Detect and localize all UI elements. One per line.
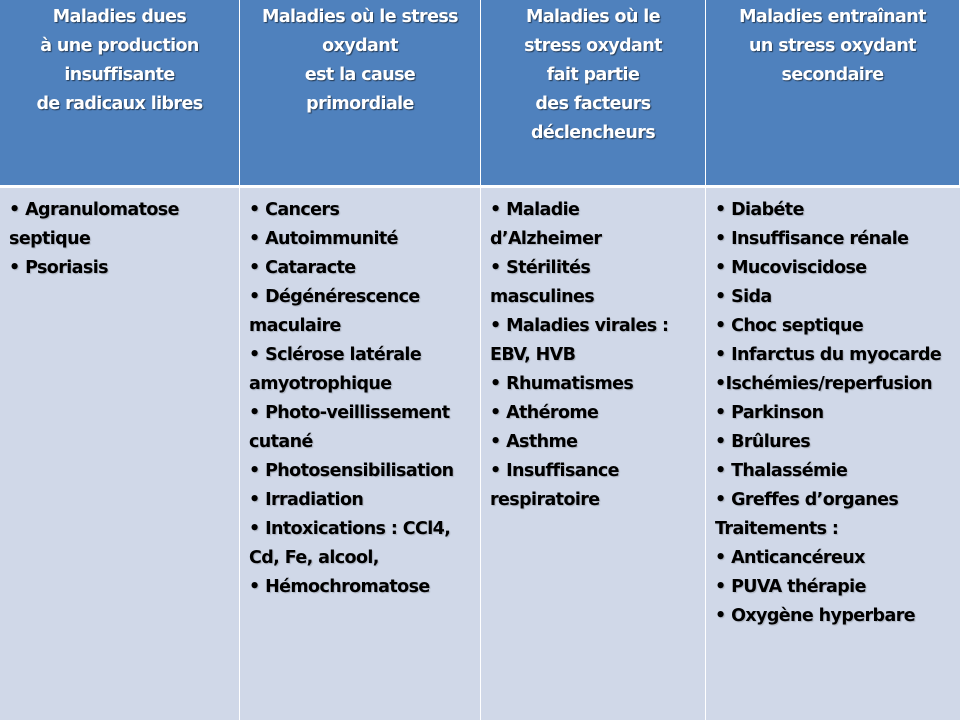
list-item: • Autoimmunité <box>249 229 398 249</box>
list-item: • PUVA thérapie <box>715 577 866 597</box>
header-triggering-factor: Maladies où le stress oxydant fait partie des facteurs déclencheurs <box>481 0 706 188</box>
list-item: • Greffes d’organes <box>715 490 899 510</box>
list-item: • Insuffisance rénale <box>715 229 909 249</box>
list-item: • Hémochromatose <box>249 577 430 597</box>
list-item: • Psoriasis <box>9 258 108 278</box>
list-item: • Irradiation <box>249 490 364 510</box>
list-item: • Maladie d’Alzheimer <box>490 200 602 249</box>
list-item: • Sida <box>715 287 772 307</box>
list-item: • Parkinson <box>715 403 824 423</box>
list-item: • Stérilités masculines <box>490 258 595 307</box>
list-item: • Brûlures <box>715 432 811 452</box>
list-item: • Sclérose latérale amyotrophique <box>249 345 422 394</box>
disease-list <box>249 196 480 602</box>
list-item: • Photo-veillissement cutané <box>249 403 450 452</box>
list-item: • Mucoviscidose <box>715 258 867 278</box>
header-primary-cause: Maladies où le stress oxydant est la cause primordiale <box>240 0 481 188</box>
list-item: • Cataracte <box>249 258 356 278</box>
column-primary-cause <box>240 188 481 720</box>
list-item: • Intoxications : CCl4, Cd, Fe, alcool, <box>249 519 451 568</box>
list-item: Traitements : <box>715 519 839 539</box>
header-insufficient-radicals: Maladies dues à une production insuffisante de radicaux libres <box>0 0 240 188</box>
list-item: • Dégénérescence maculaire <box>249 287 420 336</box>
list-item: • Anticancéreux <box>715 548 865 568</box>
column-insufficient-radicals <box>0 188 240 720</box>
list-item: •Ischémies/reperfusion <box>715 374 933 394</box>
list-item: • Athérome <box>490 403 599 423</box>
list-item: • Oxygène hyperbare <box>715 606 915 626</box>
disease-list <box>9 196 239 283</box>
list-item: • Rhumatismes <box>490 374 634 394</box>
list-item: • Diabéte <box>715 200 804 220</box>
list-item: • Asthme <box>490 432 578 452</box>
disease-list <box>715 196 960 631</box>
list-item: • Maladies virales : EBV, HVB <box>490 316 669 365</box>
list-item: • Insuffisance respiratoire <box>490 461 619 510</box>
list-item: • Thalassémie <box>715 461 848 481</box>
list-item: • Infarctus du myocarde <box>715 345 942 365</box>
list-item: • Choc septique <box>715 316 864 336</box>
disease-list <box>490 196 705 515</box>
list-item: • Photosensibilisation <box>249 461 454 481</box>
list-item: • Agranulomatose septique <box>9 200 179 249</box>
list-item: • Cancers <box>249 200 340 220</box>
header-secondary-stress: Maladies entraînant un stress oxydant secondaire <box>706 0 960 188</box>
column-triggering-factor <box>481 188 706 720</box>
column-secondary-stress <box>706 188 960 720</box>
